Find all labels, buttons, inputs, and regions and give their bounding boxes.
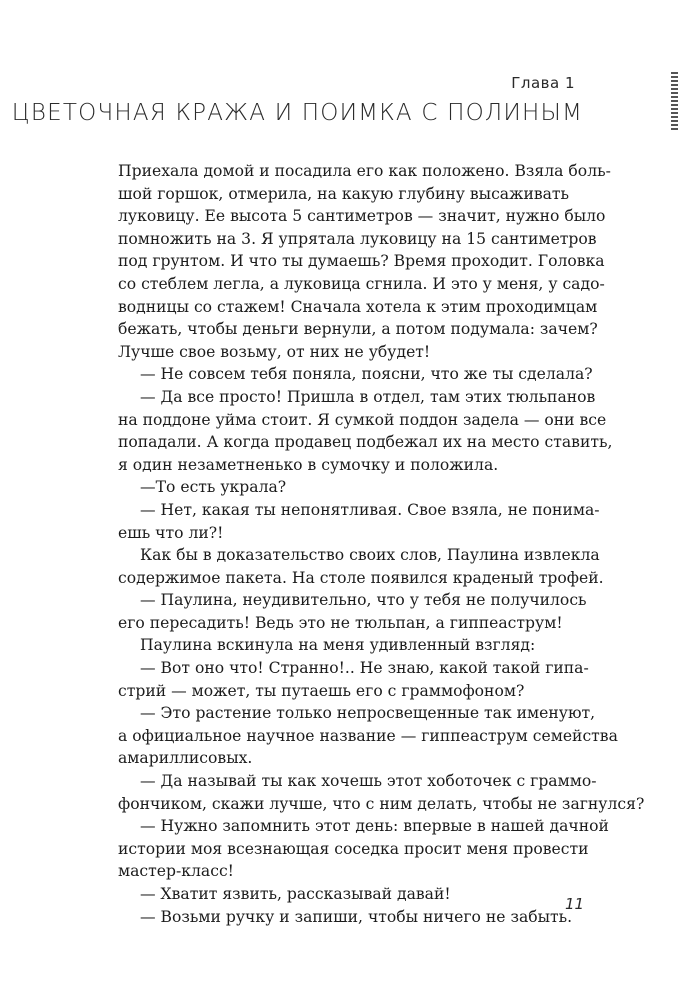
- text-line: стрий — может, ты путаешь его с граммофоном?: [118, 681, 525, 700]
- paragraph: [118, 544, 604, 589]
- text-line: — Нет, какая ты непонятливая. Свое взяла, не понима-: [140, 500, 600, 519]
- text-line: луковицу. Ее высота 5 сантиметров — значит, нужно было: [118, 207, 606, 226]
- text-line: попадали. А когда продавец подбежал их на место ставить,: [118, 433, 613, 452]
- page-edge-thumb-index: [666, 0, 683, 1001]
- text-line: — Да называй ты как хочешь этот хоботочек с граммо-: [140, 772, 597, 791]
- text-line: на поддоне уйма стоит. Я сумкой поддон задела — они все: [118, 410, 607, 429]
- paragraph: [118, 386, 613, 476]
- text-line: Приехала домой и посадила его как положено. Взяла боль-: [118, 162, 611, 180]
- paragraph: [118, 160, 611, 363]
- chapter-thumb-marks: [671, 72, 678, 130]
- text-line: Паулина вскинула на меня удивленный взгляд:: [140, 636, 536, 655]
- text-line: содержимое пакета. На столе появился краденый трофей.: [118, 568, 604, 587]
- text-line: его пересадить! Ведь это не тюльпан, а гиппеаструм!: [118, 613, 563, 632]
- text-line: водницы со стажем! Сначала хотела к этим проходимцам: [118, 297, 598, 316]
- text-line: шой горшок, отмерила, на какую глубину высаживать: [118, 184, 570, 203]
- chapter-label: Глава 1: [511, 74, 575, 92]
- text-line: амариллисовых.: [118, 749, 253, 768]
- chapter-title: ЦВЕТОЧНАЯ КРАЖА И ПОИМКА С ПОЛИНЫМ: [11, 100, 583, 126]
- text-line: ешь что ли?!: [118, 523, 224, 542]
- text-line: Лучше свое возьму, от них не убудет!: [118, 342, 431, 361]
- text-line: помножить на 3. Я упрятала луковицу на 15 сантиметров: [118, 229, 597, 248]
- text-line: фончиком, скажи лучше, что с ним делать, чтобы не загнулся?: [118, 794, 645, 813]
- text-line: со стеблем легла, а луковица сгнила. И это у меня, у садо-: [118, 274, 605, 293]
- paragraph: [118, 363, 593, 386]
- text-line: — Паулина, неудивительно, что у тебя не получилось: [140, 591, 587, 610]
- paragraph: [118, 499, 600, 544]
- text-line: — Не совсем тебя поняла, поясни, что же ты сделала?: [140, 365, 593, 384]
- text-line: —То есть украла?: [140, 478, 287, 497]
- paragraph: [118, 815, 609, 883]
- page-number: 11: [565, 895, 585, 913]
- text-line: — Вот оно что! Странно!.. Не знаю, какой такой гипа-: [140, 659, 589, 678]
- text-line: — Да все просто! Пришла в отдел, там этих тюльпанов: [140, 387, 596, 406]
- paragraph: [118, 634, 548, 657]
- text-line: — Это растение только непросвещенные так именуют,: [140, 704, 596, 723]
- text-line: мастер-класс!: [118, 862, 234, 881]
- text-line: — Хватит язвить, рассказывай давай!: [140, 885, 451, 903]
- text-line: я один незаметненько в сумочку и положила.: [118, 455, 499, 474]
- paragraph: [118, 770, 645, 815]
- paragraph: [118, 589, 587, 634]
- paragraph: [118, 906, 573, 929]
- text-line: — Возьми ручку и запиши, чтобы ничего не забыть.: [140, 907, 573, 926]
- text-line: Как бы в доказательство своих слов, Паулина извлекла: [140, 546, 600, 565]
- paragraph: [118, 476, 548, 499]
- text-line: бежать, чтобы деньги вернули, а потом подумала: зачем?: [118, 320, 598, 339]
- paragraph: [118, 657, 589, 702]
- paragraph: [118, 883, 548, 906]
- text-line: под грунтом. И что ты думаешь? Время проходит. Головка: [118, 252, 605, 271]
- text-line: истории моя всезнающая соседка просит меня провести: [118, 839, 589, 858]
- paragraph: [118, 702, 618, 770]
- text-line: а официальное научное название — гиппеаструм семейства: [118, 726, 618, 745]
- text-line: — Нужно запомнить этот день: впервые в нашей дачной: [140, 817, 609, 836]
